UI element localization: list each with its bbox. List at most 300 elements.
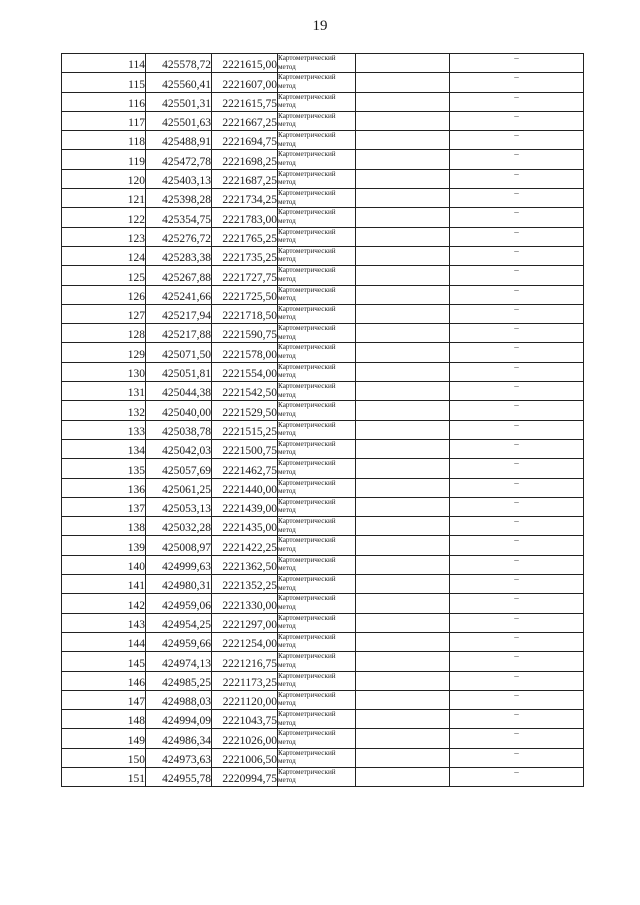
dash-cell: – xyxy=(450,362,584,381)
empty-cell xyxy=(356,517,450,536)
coordinate-x: 424980,31 xyxy=(146,575,212,594)
method-cell xyxy=(278,613,356,632)
coordinate-x: 425061,25 xyxy=(146,478,212,497)
method-cell xyxy=(278,324,356,343)
table-row xyxy=(62,420,584,439)
table-row xyxy=(62,690,584,709)
coordinate-y: 2221422,25 xyxy=(212,536,278,555)
method-line1: Картометрический xyxy=(278,150,336,159)
dash-cell: – xyxy=(450,767,584,786)
empty-cell xyxy=(356,208,450,227)
method-line1: Картометрический xyxy=(278,690,336,699)
method-cell xyxy=(278,517,356,536)
point-number: 142 xyxy=(62,594,146,613)
method-cell xyxy=(278,227,356,246)
empty-cell xyxy=(356,729,450,748)
method-cell xyxy=(278,748,356,767)
coordinate-y: 2221727,75 xyxy=(212,266,278,285)
coordinate-y: 2221026,00 xyxy=(212,729,278,748)
coordinate-y: 2221120,00 xyxy=(212,690,278,709)
table-row xyxy=(62,497,584,516)
table-row xyxy=(62,92,584,111)
dash-cell: – xyxy=(450,111,584,130)
point-number: 114 xyxy=(62,54,146,73)
table-row xyxy=(62,246,584,265)
table-row xyxy=(62,111,584,130)
empty-cell xyxy=(356,690,450,709)
table-row xyxy=(62,536,584,555)
point-number: 127 xyxy=(62,304,146,323)
coordinate-x: 425032,28 xyxy=(146,517,212,536)
table-row xyxy=(62,266,584,285)
empty-cell xyxy=(356,594,450,613)
method-line1: Картометрический xyxy=(278,266,336,275)
point-number: 144 xyxy=(62,632,146,651)
dash-cell: – xyxy=(450,189,584,208)
dash-cell: – xyxy=(450,420,584,439)
dash-cell: – xyxy=(450,150,584,169)
dash-cell: – xyxy=(450,729,584,748)
table-row xyxy=(62,613,584,632)
dash-cell: – xyxy=(450,632,584,651)
table-row xyxy=(62,729,584,748)
empty-cell xyxy=(356,632,450,651)
point-number: 125 xyxy=(62,266,146,285)
coordinate-y: 2221352,25 xyxy=(212,575,278,594)
empty-cell xyxy=(356,671,450,690)
coordinate-y: 2221439,00 xyxy=(212,497,278,516)
table-row xyxy=(62,478,584,497)
coordinate-x: 425283,38 xyxy=(146,246,212,265)
coordinate-y: 2221718,50 xyxy=(212,304,278,323)
method-line1: Картометрический xyxy=(278,362,336,371)
point-number: 123 xyxy=(62,227,146,246)
method-line2: метод xyxy=(278,371,296,380)
method-cell xyxy=(278,671,356,690)
method-cell xyxy=(278,710,356,729)
point-number: 137 xyxy=(62,497,146,516)
coordinate-x: 425501,63 xyxy=(146,111,212,130)
coordinate-y: 2221297,00 xyxy=(212,613,278,632)
method-line2: метод xyxy=(278,139,296,148)
method-line2: метод xyxy=(278,216,296,225)
method-cell xyxy=(278,111,356,130)
empty-cell xyxy=(356,420,450,439)
dash-cell: – xyxy=(450,324,584,343)
table-row xyxy=(62,131,584,150)
coordinate-y: 2220994,75 xyxy=(212,767,278,786)
table-row xyxy=(62,748,584,767)
table-row xyxy=(62,555,584,574)
table-row xyxy=(62,285,584,304)
coordinate-x: 424973,63 xyxy=(146,748,212,767)
method-line1: Картометрический xyxy=(278,401,336,410)
coordinate-y: 2221173,25 xyxy=(212,671,278,690)
coordinate-x: 424959,06 xyxy=(146,594,212,613)
method-line2: метод xyxy=(278,313,296,322)
method-line1: Картометрический xyxy=(278,382,336,391)
method-line2: метод xyxy=(278,467,296,476)
method-cell xyxy=(278,497,356,516)
empty-cell xyxy=(356,748,450,767)
method-line2: метод xyxy=(278,158,296,167)
coordinate-x: 425217,88 xyxy=(146,324,212,343)
point-number: 130 xyxy=(62,362,146,381)
dash-cell: – xyxy=(450,401,584,420)
coordinate-y: 2221734,25 xyxy=(212,189,278,208)
dash-cell: – xyxy=(450,208,584,227)
coordinate-x: 424986,34 xyxy=(146,729,212,748)
method-line1: Картометрический xyxy=(278,208,336,217)
coordinate-y: 2221687,25 xyxy=(212,169,278,188)
empty-cell xyxy=(356,92,450,111)
coordinate-x: 425057,69 xyxy=(146,459,212,478)
point-number: 115 xyxy=(62,73,146,92)
coordinate-x: 425051,81 xyxy=(146,362,212,381)
method-line2: метод xyxy=(278,699,296,708)
coordinate-y: 2221735,25 xyxy=(212,246,278,265)
table-row xyxy=(62,575,584,594)
dash-cell: – xyxy=(450,497,584,516)
method-cell xyxy=(278,169,356,188)
coordinate-y: 2221043,75 xyxy=(212,710,278,729)
coordinate-x: 425488,91 xyxy=(146,131,212,150)
dash-cell: – xyxy=(450,652,584,671)
empty-cell xyxy=(356,246,450,265)
method-line2: метод xyxy=(278,62,296,71)
method-line2: метод xyxy=(278,120,296,129)
coordinate-x: 425042,03 xyxy=(146,439,212,458)
table-row xyxy=(62,73,584,92)
method-line1: Картометрический xyxy=(278,285,336,294)
table-row xyxy=(62,382,584,401)
coordinate-y: 2221006,50 xyxy=(212,748,278,767)
coordinate-y: 2221216,75 xyxy=(212,652,278,671)
empty-cell xyxy=(356,150,450,169)
method-line1: Картометрический xyxy=(278,710,336,719)
empty-cell xyxy=(356,324,450,343)
method-line2: метод xyxy=(278,178,296,187)
table-row xyxy=(62,150,584,169)
empty-cell xyxy=(356,652,450,671)
method-line2: метод xyxy=(278,101,296,110)
method-cell xyxy=(278,478,356,497)
coordinate-y: 2221607,00 xyxy=(212,73,278,92)
point-number: 121 xyxy=(62,189,146,208)
method-line2: метод xyxy=(278,506,296,515)
method-line2: метод xyxy=(278,602,296,611)
empty-cell xyxy=(356,304,450,323)
empty-cell xyxy=(356,767,450,786)
point-number: 132 xyxy=(62,401,146,420)
method-line1: Картометрический xyxy=(278,343,336,352)
table-row xyxy=(62,459,584,478)
dash-cell: – xyxy=(450,748,584,767)
coordinate-y: 2221667,25 xyxy=(212,111,278,130)
dash-cell: – xyxy=(450,613,584,632)
method-cell xyxy=(278,150,356,169)
point-number: 143 xyxy=(62,613,146,632)
method-line2: метод xyxy=(278,390,296,399)
point-number: 145 xyxy=(62,652,146,671)
dash-cell: – xyxy=(450,169,584,188)
dash-cell: – xyxy=(450,536,584,555)
coordinates-table xyxy=(61,53,584,787)
method-cell xyxy=(278,536,356,555)
method-line1: Картометрический xyxy=(278,169,336,178)
point-number: 136 xyxy=(62,478,146,497)
point-number: 147 xyxy=(62,690,146,709)
method-line1: Картометрический xyxy=(278,729,336,738)
method-cell xyxy=(278,189,356,208)
coordinate-y: 2221783,00 xyxy=(212,208,278,227)
method-line1: Картометрический xyxy=(278,92,336,101)
method-cell xyxy=(278,594,356,613)
method-line1: Картометрический xyxy=(278,652,336,661)
point-number: 149 xyxy=(62,729,146,748)
dash-cell: – xyxy=(450,266,584,285)
method-line2: метод xyxy=(278,332,296,341)
empty-cell xyxy=(356,227,450,246)
coordinate-x: 425053,13 xyxy=(146,497,212,516)
coordinate-x: 425403,13 xyxy=(146,169,212,188)
table-row xyxy=(62,710,584,729)
method-line2: метод xyxy=(278,81,296,90)
method-line1: Картометрический xyxy=(278,73,336,82)
dash-cell: – xyxy=(450,594,584,613)
method-line1: Картометрический xyxy=(278,324,336,333)
method-cell xyxy=(278,285,356,304)
coordinate-x: 425040,00 xyxy=(146,401,212,420)
method-cell xyxy=(278,575,356,594)
empty-cell xyxy=(356,343,450,362)
method-cell xyxy=(278,362,356,381)
dash-cell: – xyxy=(450,382,584,401)
method-cell xyxy=(278,439,356,458)
coordinate-x: 424988,03 xyxy=(146,690,212,709)
empty-cell xyxy=(356,401,450,420)
method-cell xyxy=(278,767,356,786)
coordinate-x: 425276,72 xyxy=(146,227,212,246)
table-row xyxy=(62,169,584,188)
coordinate-x: 425578,72 xyxy=(146,54,212,73)
method-line1: Картометрический xyxy=(278,632,336,641)
dash-cell: – xyxy=(450,555,584,574)
empty-cell xyxy=(356,382,450,401)
method-line1: Картометрический xyxy=(278,767,336,776)
empty-cell xyxy=(356,710,450,729)
coordinate-y: 2221500,75 xyxy=(212,439,278,458)
point-number: 124 xyxy=(62,246,146,265)
method-cell xyxy=(278,459,356,478)
method-line1: Картометрический xyxy=(278,459,336,468)
dash-cell: – xyxy=(450,131,584,150)
empty-cell xyxy=(356,111,450,130)
coordinate-y: 2221725,50 xyxy=(212,285,278,304)
method-line1: Картометрический xyxy=(278,478,336,487)
coordinate-y: 2221698,25 xyxy=(212,150,278,169)
dash-cell: – xyxy=(450,304,584,323)
method-line1: Картометрический xyxy=(278,304,336,313)
method-line2: метод xyxy=(278,757,296,766)
empty-cell xyxy=(356,285,450,304)
method-line1: Картометрический xyxy=(278,575,336,584)
method-cell xyxy=(278,208,356,227)
point-number: 151 xyxy=(62,767,146,786)
method-line1: Картометрический xyxy=(278,671,336,680)
method-line2: метод xyxy=(278,274,296,283)
method-line1: Картометрический xyxy=(278,536,336,545)
point-number: 131 xyxy=(62,382,146,401)
table-row xyxy=(62,671,584,690)
coordinate-x: 424974,13 xyxy=(146,652,212,671)
point-number: 118 xyxy=(62,131,146,150)
method-line1: Картометрический xyxy=(278,594,336,603)
method-line1: Картометрический xyxy=(278,517,336,526)
method-cell xyxy=(278,632,356,651)
table-row xyxy=(62,517,584,536)
coordinate-y: 2221615,00 xyxy=(212,54,278,73)
dash-cell: – xyxy=(450,343,584,362)
empty-cell xyxy=(356,169,450,188)
empty-cell xyxy=(356,613,450,632)
method-line2: метод xyxy=(278,718,296,727)
point-number: 122 xyxy=(62,208,146,227)
method-cell xyxy=(278,304,356,323)
method-cell xyxy=(278,92,356,111)
coordinate-x: 425472,78 xyxy=(146,150,212,169)
method-line1: Картометрический xyxy=(278,439,336,448)
empty-cell xyxy=(356,54,450,73)
point-number: 129 xyxy=(62,343,146,362)
point-number: 126 xyxy=(62,285,146,304)
point-number: 138 xyxy=(62,517,146,536)
coordinate-y: 2221330,00 xyxy=(212,594,278,613)
method-line1: Картометрический xyxy=(278,227,336,236)
coordinate-y: 2221440,00 xyxy=(212,478,278,497)
method-line1: Картометрический xyxy=(278,246,336,255)
coordinate-y: 2221435,00 xyxy=(212,517,278,536)
coordinate-x: 424959,66 xyxy=(146,632,212,651)
table-row xyxy=(62,189,584,208)
method-line2: метод xyxy=(278,409,296,418)
dash-cell: – xyxy=(450,73,584,92)
dash-cell: – xyxy=(450,92,584,111)
dash-cell: – xyxy=(450,710,584,729)
coordinate-x: 425217,94 xyxy=(146,304,212,323)
empty-cell xyxy=(356,362,450,381)
coordinate-y: 2221529,50 xyxy=(212,401,278,420)
table-row xyxy=(62,594,584,613)
method-line1: Картометрический xyxy=(278,111,336,120)
coordinate-x: 424994,09 xyxy=(146,710,212,729)
point-number: 146 xyxy=(62,671,146,690)
method-line1: Картометрический xyxy=(278,131,336,140)
coordinate-x: 425071,50 xyxy=(146,343,212,362)
empty-cell xyxy=(356,555,450,574)
method-line1: Картометрический xyxy=(278,420,336,429)
method-line2: метод xyxy=(278,622,296,631)
coordinate-x: 425398,28 xyxy=(146,189,212,208)
table-row xyxy=(62,632,584,651)
table-row xyxy=(62,401,584,420)
method-line1: Картометрический xyxy=(278,497,336,506)
empty-cell xyxy=(356,478,450,497)
coordinate-y: 2221254,00 xyxy=(212,632,278,651)
empty-cell xyxy=(356,459,450,478)
empty-cell xyxy=(356,73,450,92)
method-line2: метод xyxy=(278,487,296,496)
coordinate-y: 2221578,00 xyxy=(212,343,278,362)
table-row xyxy=(62,362,584,381)
method-cell xyxy=(278,131,356,150)
method-cell xyxy=(278,690,356,709)
method-line2: метод xyxy=(278,583,296,592)
method-line2: метод xyxy=(278,525,296,534)
method-line2: метод xyxy=(278,564,296,573)
method-line2: метод xyxy=(278,680,296,688)
table-row xyxy=(62,227,584,246)
coordinate-x: 424955,78 xyxy=(146,767,212,786)
table-row xyxy=(62,439,584,458)
coordinate-x: 425038,78 xyxy=(146,420,212,439)
point-number: 133 xyxy=(62,420,146,439)
method-line2: метод xyxy=(278,737,296,746)
method-cell xyxy=(278,54,356,73)
coordinate-y: 2221542,50 xyxy=(212,382,278,401)
method-cell xyxy=(278,246,356,265)
table-row xyxy=(62,652,584,671)
table-row xyxy=(62,208,584,227)
point-number: 134 xyxy=(62,439,146,458)
method-line1: Картометрический xyxy=(278,613,336,622)
dash-cell: – xyxy=(450,690,584,709)
dash-cell: – xyxy=(450,246,584,265)
table-row xyxy=(62,343,584,362)
empty-cell xyxy=(356,266,450,285)
coordinate-y: 2221694,75 xyxy=(212,131,278,150)
coordinate-y: 2221590,75 xyxy=(212,324,278,343)
dash-cell: – xyxy=(450,439,584,458)
point-number: 139 xyxy=(62,536,146,555)
method-line2: метод xyxy=(278,197,296,206)
method-line2: метод xyxy=(278,236,296,245)
method-cell xyxy=(278,401,356,420)
method-cell xyxy=(278,652,356,671)
coordinate-x: 424999,63 xyxy=(146,555,212,574)
empty-cell xyxy=(356,439,450,458)
table-row xyxy=(62,324,584,343)
method-cell xyxy=(278,555,356,574)
method-line2: метод xyxy=(278,776,296,785)
coordinate-x: 425560,41 xyxy=(146,73,212,92)
empty-cell xyxy=(356,189,450,208)
method-line1: Картометрический xyxy=(278,748,336,757)
method-cell xyxy=(278,73,356,92)
coordinate-y: 2221615,75 xyxy=(212,92,278,111)
coordinate-y: 2221515,25 xyxy=(212,420,278,439)
point-number: 148 xyxy=(62,710,146,729)
method-line1: Картометрический xyxy=(278,189,336,198)
empty-cell xyxy=(356,131,450,150)
dash-cell: – xyxy=(450,575,584,594)
coordinate-y: 2221462,75 xyxy=(212,459,278,478)
table-row xyxy=(62,54,584,73)
point-number: 135 xyxy=(62,459,146,478)
point-number: 117 xyxy=(62,111,146,130)
dash-cell: – xyxy=(450,227,584,246)
coordinate-x: 425044,38 xyxy=(146,382,212,401)
